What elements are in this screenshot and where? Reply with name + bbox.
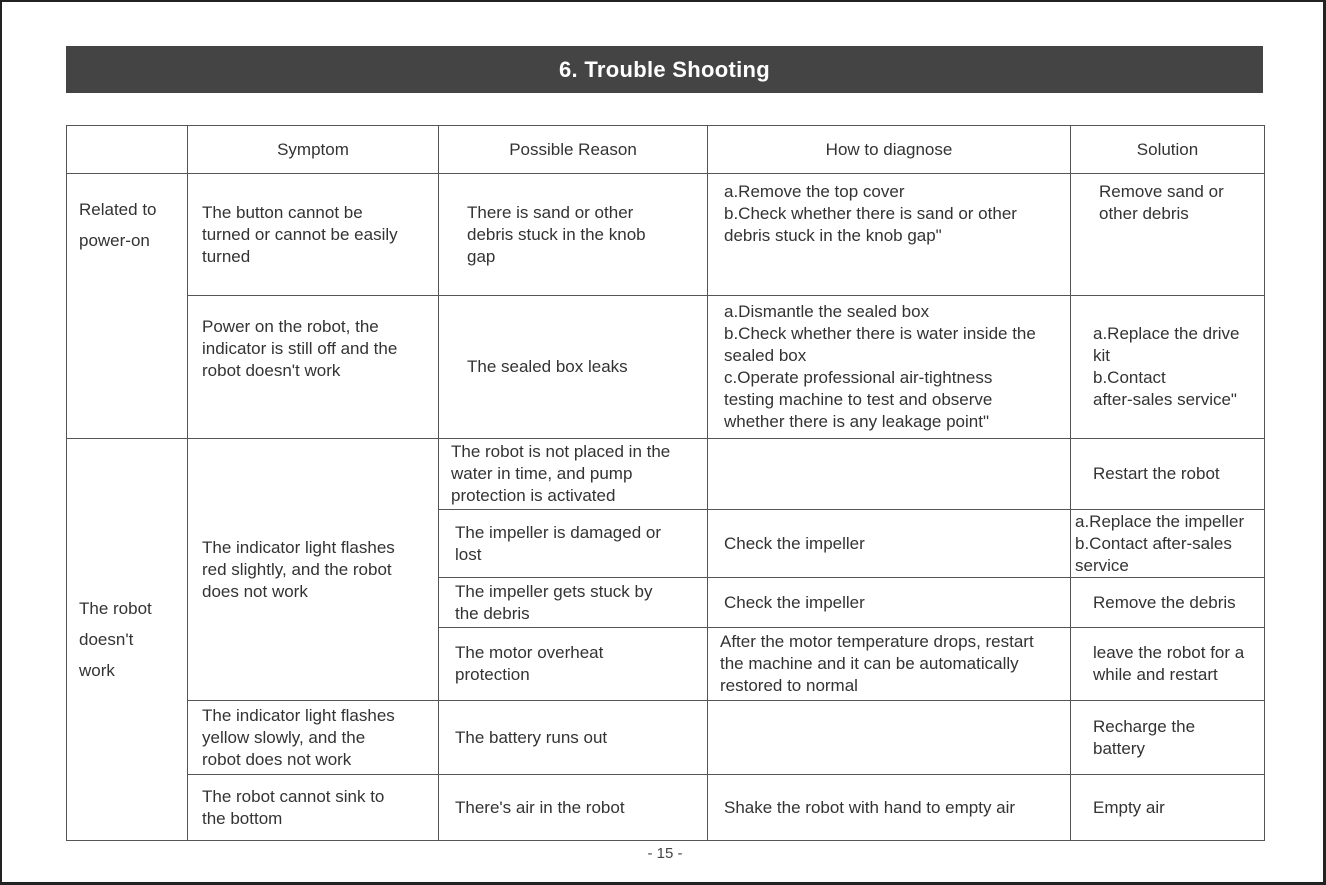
table-row xyxy=(67,439,1265,510)
solution-cell: Restart the robot xyxy=(1071,439,1265,510)
page-number: - 15 - xyxy=(647,845,683,862)
header-symptom: Symptom xyxy=(188,126,439,174)
header-diagnose: How to diagnose xyxy=(708,126,1071,174)
reason-cell: The robot is not placed in the water in time, and pump protection is activated xyxy=(439,439,708,510)
diagnose-cell: Shake the robot with hand to empty air xyxy=(708,775,1071,841)
symptom-cell: The button cannot be turned or cannot be easily turned xyxy=(188,174,439,296)
header-solution: Solution xyxy=(1071,126,1265,174)
table-row xyxy=(67,701,1265,775)
reason-cell: There's air in the robot xyxy=(439,775,708,841)
solution-cell: Remove the debris xyxy=(1071,578,1265,628)
diagnose-cell: Check the impeller xyxy=(708,510,1071,578)
solution-cell: a.Replace the impeller b.Contact after-sales service xyxy=(1071,510,1265,578)
table-header-row xyxy=(67,126,1265,174)
diagnose-cell xyxy=(708,439,1071,510)
table-row xyxy=(67,174,1265,296)
diagnose-cell: Check the impeller xyxy=(708,578,1071,628)
solution-cell: Recharge the battery xyxy=(1071,701,1265,775)
reason-cell: The motor overheat protection xyxy=(439,628,708,701)
solution-cell: Empty air xyxy=(1071,775,1265,841)
symptom-cell: The indicator light flashes yellow slowly, and the robot does not work xyxy=(188,701,439,775)
reason-cell: The impeller gets stuck by the debris xyxy=(439,578,708,628)
symptom-cell: The robot cannot sink to the bottom xyxy=(188,775,439,841)
diagnose-cell: a.Remove the top cover b.Check whether there is sand or other debris stuck in the knob gap" xyxy=(708,174,1071,296)
diagnose-cell: a.Dismantle the sealed box b.Check whether there is water inside the sealed box c.Operate professional air-tightness testing machine to test and observe whether there is any leakage point" xyxy=(708,296,1071,439)
solution-cell: a.Replace the drive kit b.Contact after-sales service" xyxy=(1071,296,1265,439)
diagnose-cell: After the motor temperature drops, restart the machine and it can be automatically restored to normal xyxy=(708,628,1071,701)
reason-cell: The battery runs out xyxy=(439,701,708,775)
category-cell: Related to power-on xyxy=(67,174,188,439)
header-category xyxy=(67,126,188,174)
reason-cell: The impeller is damaged or lost xyxy=(439,510,708,578)
header-reason: Possible Reason xyxy=(439,126,708,174)
table-row xyxy=(67,296,1265,439)
symptom-cell: The indicator light flashes red slightly, and the robot does not work xyxy=(188,439,439,701)
symptom-cell: Power on the robot, the indicator is still off and the robot doesn't work xyxy=(188,296,439,439)
troubleshooting-table xyxy=(66,125,1265,841)
solution-cell: Remove sand or other debris xyxy=(1071,174,1265,296)
reason-cell: There is sand or other debris stuck in the knob gap xyxy=(439,174,708,296)
table-row xyxy=(67,775,1265,841)
solution-cell: leave the robot for a while and restart xyxy=(1071,628,1265,701)
category-cell: The robot doesn't work xyxy=(67,439,188,841)
section-title: 6. Trouble Shooting xyxy=(66,46,1263,93)
reason-cell: The sealed box leaks xyxy=(439,296,708,439)
diagnose-cell xyxy=(708,701,1071,775)
